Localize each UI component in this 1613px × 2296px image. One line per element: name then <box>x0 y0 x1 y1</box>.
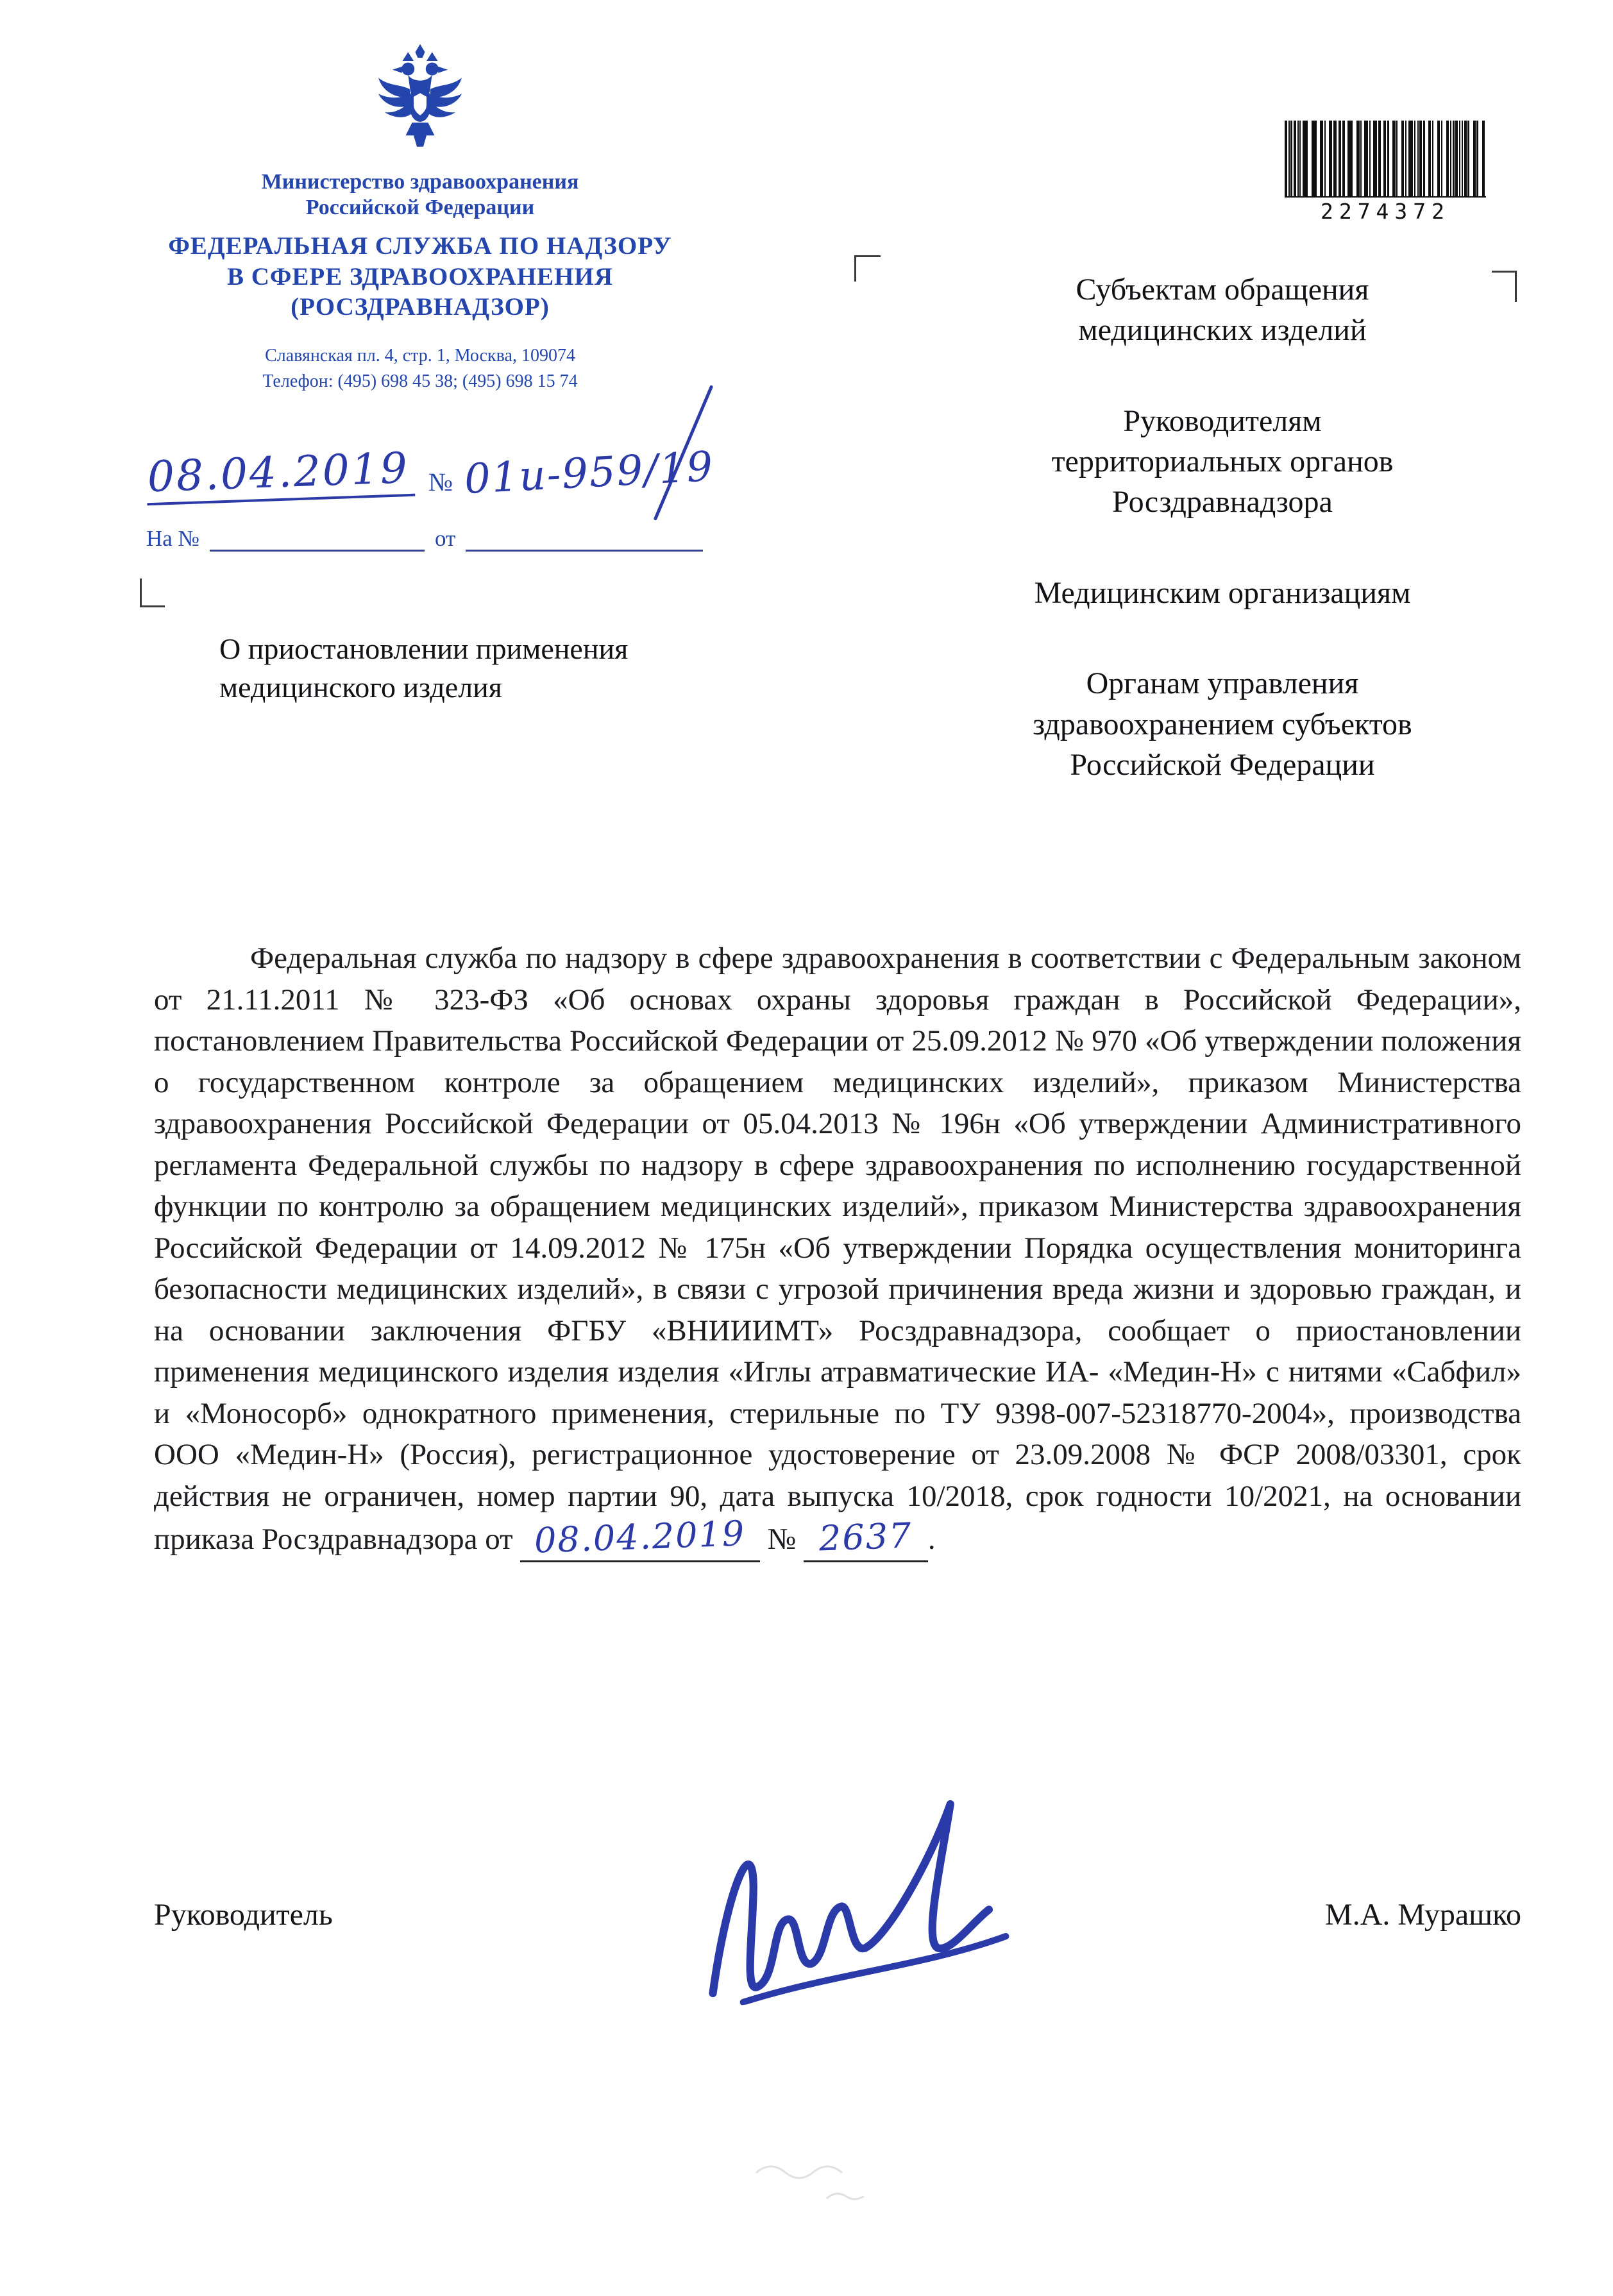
addressee-item: Субъектам обращения медицинских изделий <box>1076 273 1369 348</box>
corner-mark-top-left <box>854 255 881 282</box>
period: . <box>927 1523 936 1556</box>
outgoing-date-line <box>146 443 762 504</box>
outgoing-number-handwritten: 01и-959/19 <box>463 443 716 504</box>
barcode-bars-icon <box>1285 121 1486 196</box>
ministry-line-2: Российской Федерации <box>305 196 535 220</box>
addressee-item: Руководителям территориальных органов Росздравнадзора <box>1051 403 1394 519</box>
service-line-2: В СФЕРЕ ЗДРАВООХРАНЕНИЯ <box>226 262 614 291</box>
service-line-1: ФЕДЕРАЛЬНАЯ СЛУЖБА ПО НАДЗОРУ <box>168 232 672 260</box>
number-sign: № <box>428 468 453 496</box>
service-line-3: (РОСЗДРАВНАДЗОР) <box>291 293 550 321</box>
corner-mark-top-right <box>1492 271 1517 302</box>
phone-numbers: Телефон: (495) 698 45 38; (495) 698 15 74 <box>262 371 578 391</box>
ministry-line-1: Министерство здравоохранения <box>261 170 579 194</box>
blank-line <box>210 523 425 552</box>
service-name <box>148 231 693 323</box>
body-paragraph <box>154 938 1521 1562</box>
subject-line: О приостановлении применения медицинского изделия <box>219 632 629 704</box>
ot-label: от <box>434 526 456 551</box>
blank-line <box>466 523 703 552</box>
barcode <box>1285 121 1486 224</box>
addressee-item: Медицинским организациям <box>1034 575 1411 610</box>
letterhead <box>148 42 693 392</box>
addressee-list <box>1026 269 1419 835</box>
outgoing-date-handwritten: 08.04.2019 <box>146 443 416 506</box>
na-no-label: На № <box>146 526 199 551</box>
order-number-field <box>804 1517 928 1562</box>
reference-block <box>146 443 762 552</box>
incoming-reference-line <box>146 523 762 552</box>
russian-double-headed-eagle-icon <box>372 42 468 163</box>
corner-mark-bottom-left <box>140 578 165 607</box>
order-date-handwritten: 08.04.2019 <box>534 1513 747 1561</box>
addressee-item: Органам управления здравоохранением субъектов Российской Федерации <box>1033 666 1412 782</box>
body-main-text: Федеральная служба по надзору в сфере здравоохранения в соответствии с Федеральным законом от 21.11.2011 № 323-ФЗ «Об основах охраны здоровья граждан в Российской Федерации», постановлением Правительства Российской Федерации от 25.09.2012 № 970 «Об утверждении положения о государственном контроле за обращением медицинских изделий», приказом Министерства здравоохранения Российской Федерации от 05.04.2013 № 196н «Об утверждении Административного регламента Федеральной службы по надзору в сфере здравоохранения по исполнению государственной функции по контролю за обращением медицинских изделий», приказом Министерства здравоохранения Российской Федерации от 14.09.2012 № 175н «Об утверждении Порядка осуществления мониторинга безопасности медицинских изделий», в связи с угрозой причинения вреда жизни и здоровью граждан, и на основании заключения ФГБУ «ВНИИИМТ» Росздравнадзора, сообщает о приостановлении применения медицинского изделия изделия «Иглы атравматические ИА- «Медин-Н» с нитями «Сабфил» и «Моносорб» однократного применения, стерильные по ТУ 9398-007-52318770-2004», производства ООО «Медин-Н» (Россия), регистрационное удостоверение от 23.09.2008 № ФСР 2008/03301, срок действия не ограничен, номер партии 90, дата выпуска 10/2018, срок годности 10/2021, на основании приказа Росздравнадзора от <box>154 941 1521 1556</box>
ministry-name <box>148 169 693 221</box>
order-number-handwritten: 2637 <box>818 1515 913 1559</box>
signer-title: Руководитель <box>154 1898 333 1932</box>
signer-name: М.А. Мурашко <box>1325 1898 1521 1932</box>
barcode-number: 2274372 <box>1285 196 1486 224</box>
number-sign: № <box>767 1523 797 1556</box>
order-date-field <box>520 1513 759 1562</box>
handwritten-signature <box>664 1771 1029 2015</box>
pencil-marks <box>750 2152 930 2216</box>
postal-address: Славянская пл. 4, стр. 1, Москва, 109074 <box>265 345 575 366</box>
